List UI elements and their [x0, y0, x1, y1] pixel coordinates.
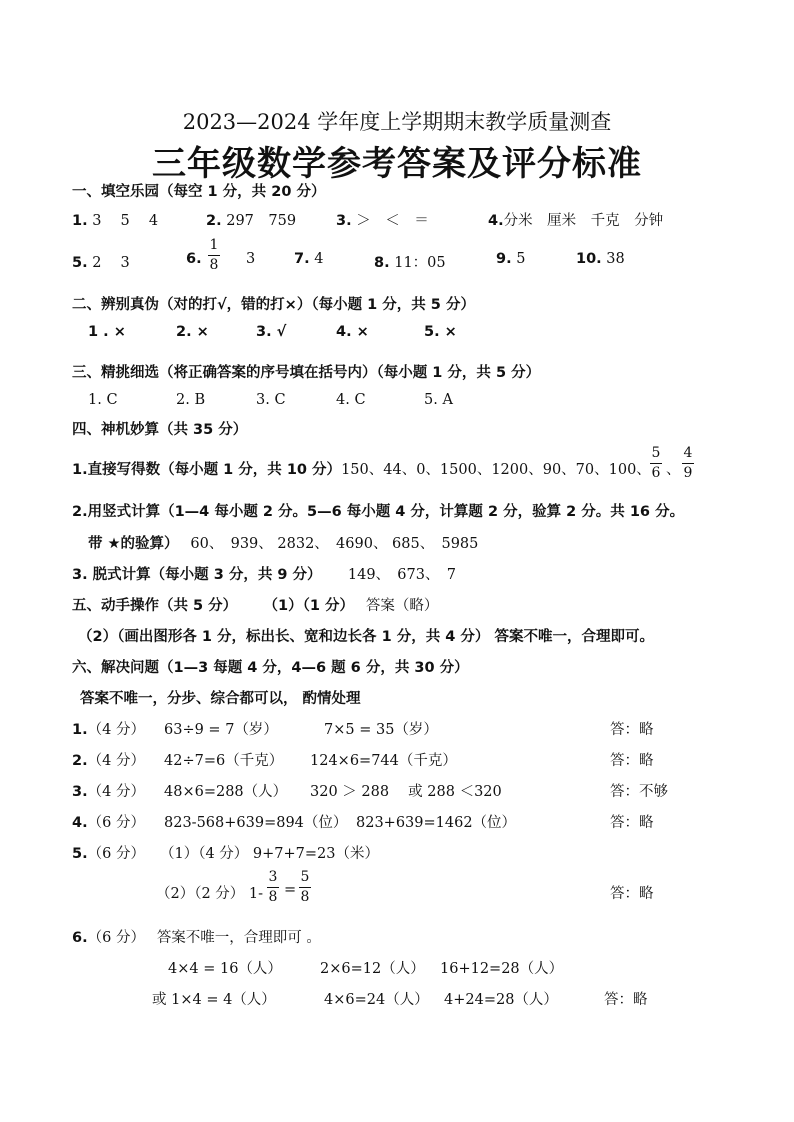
s4-part-2 [88, 532, 478, 553]
s6-q3-step2: 320 ＞ 288 或 288 ＜320 [310, 784, 502, 800]
answer: 11：05 [394, 255, 446, 271]
fraction-bar [682, 463, 694, 464]
denominator: 9 [683, 465, 693, 481]
answer: 2 3 [92, 255, 130, 271]
fraction-three-eighths [267, 870, 279, 905]
q-number: 6. [186, 251, 202, 267]
fraction-bar [650, 463, 662, 464]
s2-answer-3: 3. √ [256, 324, 287, 340]
answer: 3 5 4 [92, 213, 159, 229]
s2-answer-1: 1 . × [88, 324, 126, 340]
numerator: 3 [268, 869, 278, 885]
denominator: 6 [651, 465, 661, 481]
s5-part-2: （2）（画出图形各 1 分，标出长、宽和边长各 1 分，共 4 分） 答案不唯一，合理即可。 [78, 629, 654, 645]
answer: 297 759 [226, 213, 297, 229]
answers: 150、44、0、1500、1200、90、70、100、 [341, 462, 651, 478]
exam-title: 2023—2024 学年度上学期期末教学质量测查 [182, 110, 612, 134]
q-number: 10. [576, 251, 602, 267]
section-6-heading: 六、解决问题（1—3 每题 4 分，4—6 题 6 分，共 30 分） [72, 660, 469, 676]
s6-q5 [72, 842, 145, 863]
s1-q6-b: 3 [246, 251, 256, 267]
s6-q4 [72, 811, 145, 832]
s6-note: 答案不唯一，分步、综合都可以， 酌情处理 [80, 691, 361, 707]
fraction-four-ninths [682, 446, 694, 481]
s6-q2-step1: 42÷7=6（千克） [164, 753, 284, 769]
q-number: 8. [374, 255, 390, 271]
answer-key-title: 三年级数学参考答案及评分标准 [152, 144, 642, 184]
s1-q2 [206, 209, 296, 230]
s6-q1-step2: 7×5 = 35（岁） [324, 722, 438, 738]
s5-part-1: （1）（1 分） [263, 598, 347, 614]
s1-q4 [488, 209, 663, 230]
q-number: 3. [72, 784, 88, 800]
answer: 38 [606, 251, 625, 267]
s1-q8 [374, 251, 446, 272]
s2-answer-2: 2. × [176, 324, 209, 340]
section-3-heading: 三、精挑细选（将正确答案的序号填在括号内）（每小题 1 分，共 5 分） [72, 365, 541, 381]
s6-q2-step2: 124×6=744（千克） [310, 753, 457, 769]
s1-q1 [72, 209, 158, 230]
q-number: 2. [72, 753, 88, 769]
score: （4 分） [87, 753, 145, 769]
s6-q3-answer: 答：不够 [610, 784, 668, 800]
s6-q6-r1-step2: 2×6=12（人） [320, 961, 425, 977]
q-number: 5. [72, 846, 88, 862]
equals-sign: = [284, 882, 297, 898]
s3-answer-4: 4. C [336, 392, 366, 408]
s1-q6 [186, 251, 202, 267]
q-number: 4. [72, 815, 88, 831]
score: （4 分） [87, 722, 145, 738]
s2-answer-4: 4. × [336, 324, 369, 340]
fraction-five-sixths [650, 446, 662, 481]
s6-q6-note: 答案不唯一，合理即可 。 [156, 930, 321, 946]
s4-part-1 [72, 458, 651, 479]
numerator: 4 [683, 445, 693, 461]
q-number: 9. [496, 251, 512, 267]
s6-q5-part2: （2）（2 分） 1- [156, 886, 264, 902]
s6-q6-r1-step1: 4×4 = 16（人） [168, 961, 282, 977]
section-4-heading: 四、神机妙算（共 35 分） [72, 422, 248, 438]
s1-q5 [72, 251, 130, 272]
q-number: 4. [488, 213, 504, 229]
s6-q6-r1-step3: 16+12=28（人） [440, 961, 564, 977]
section-5-heading: 五、动手操作（共 5 分） [72, 598, 230, 614]
fraction-five-eighths [299, 870, 311, 905]
s6-q3-step1: 48×6=288（人） [164, 784, 288, 800]
numerator: 1 [209, 237, 219, 253]
q-number: 7. [294, 251, 310, 267]
answer: 分米 厘米 千克 分钟 [503, 213, 664, 229]
s4-part-2-label: 2.用竖式计算（1—4 每小题 2 分。5—6 每小题 4 分，计算题 2 分，验算 2 分。共 16 分。 [72, 504, 685, 520]
denominator: 8 [268, 889, 278, 905]
s6-q6-r2-step1: 或 1×4 = 4（人） [152, 992, 276, 1008]
s6-q4-answer: 答：略 [610, 815, 654, 831]
score: （6 分） [87, 930, 138, 946]
s6-q6-r2-step2: 4×6=24（人） [324, 992, 429, 1008]
s4-part-3 [72, 563, 456, 584]
s6-q6 [72, 926, 321, 947]
s6-q1-step1: 63÷9 = 7（岁） [164, 722, 278, 738]
s6-q1-answer: 答：略 [610, 722, 654, 738]
answer: 4 [314, 251, 324, 267]
fraction-bar [208, 255, 220, 256]
answers: 60、 939、 2832、 4690、 685、 5985 [190, 536, 479, 552]
s5-part-1-answer: 答案（略） [365, 598, 439, 614]
s6-q6-r2-step3: 4+24=28（人） [444, 992, 558, 1008]
s6-q5-answer: 答：略 [610, 886, 654, 902]
s1-q9 [496, 251, 525, 267]
s6-q4-step2: 823+639=1462（位） [356, 815, 517, 831]
s6-q6-answer: 答：略 [604, 992, 648, 1008]
separator: 、 [666, 462, 681, 478]
s5-row-1 [72, 594, 438, 615]
fraction-bar [267, 887, 279, 888]
s6-q2 [72, 749, 145, 770]
s2-answer-5: 5. × [424, 324, 457, 340]
numerator: 5 [300, 869, 310, 885]
q-number: 1. [72, 722, 88, 738]
numerator: 5 [651, 445, 661, 461]
part-label: 3. 脱式计算（每小题 3 分，共 9 分） [72, 567, 315, 583]
s6-q2-answer: 答：略 [610, 753, 654, 769]
s3-answer-5: 5. A [424, 392, 453, 408]
q-number: 6. [72, 930, 88, 946]
q-number: 5. [72, 255, 88, 271]
fraction-one-eighth [208, 238, 220, 273]
section-2-heading: 二、辨别真伪（对的打√，错的打×）（每小题 1 分，共 5 分） [72, 297, 475, 313]
s1-q10 [576, 251, 625, 267]
s6-q5-part1: （1）（4 分） 9+7+7=23（米） [160, 846, 379, 862]
s3-answer-3: 3. C [256, 392, 286, 408]
denominator: 8 [300, 889, 310, 905]
s1-q3 [336, 209, 429, 230]
score: （6 分） [87, 846, 145, 862]
answer: ＞ ＜ ＝ [356, 213, 429, 229]
section-1-heading: 一、填空乐园（每空 1 分，共 20 分） [72, 184, 326, 200]
s1-q7 [294, 251, 323, 267]
answer: 5 [516, 251, 526, 267]
s6-q3 [72, 780, 145, 801]
s6-q1 [72, 718, 145, 739]
score: （6 分） [87, 815, 145, 831]
s3-answer-2: 2. B [176, 392, 206, 408]
q-number: 3. [336, 213, 352, 229]
star-note: 带 ★的验算） [88, 536, 172, 552]
fraction-bar [299, 887, 311, 888]
s3-answer-1: 1. C [88, 392, 118, 408]
score: （4 分） [87, 784, 145, 800]
s6-q4-step1: 823-568+639=894（位） [164, 815, 348, 831]
q-number: 1. [72, 213, 88, 229]
part-label: 1.直接写得数（每小题 1 分，共 10 分） [72, 462, 342, 478]
denominator: 8 [209, 257, 219, 273]
answers: 149、 673、 7 [347, 567, 456, 583]
q-number: 2. [206, 213, 222, 229]
